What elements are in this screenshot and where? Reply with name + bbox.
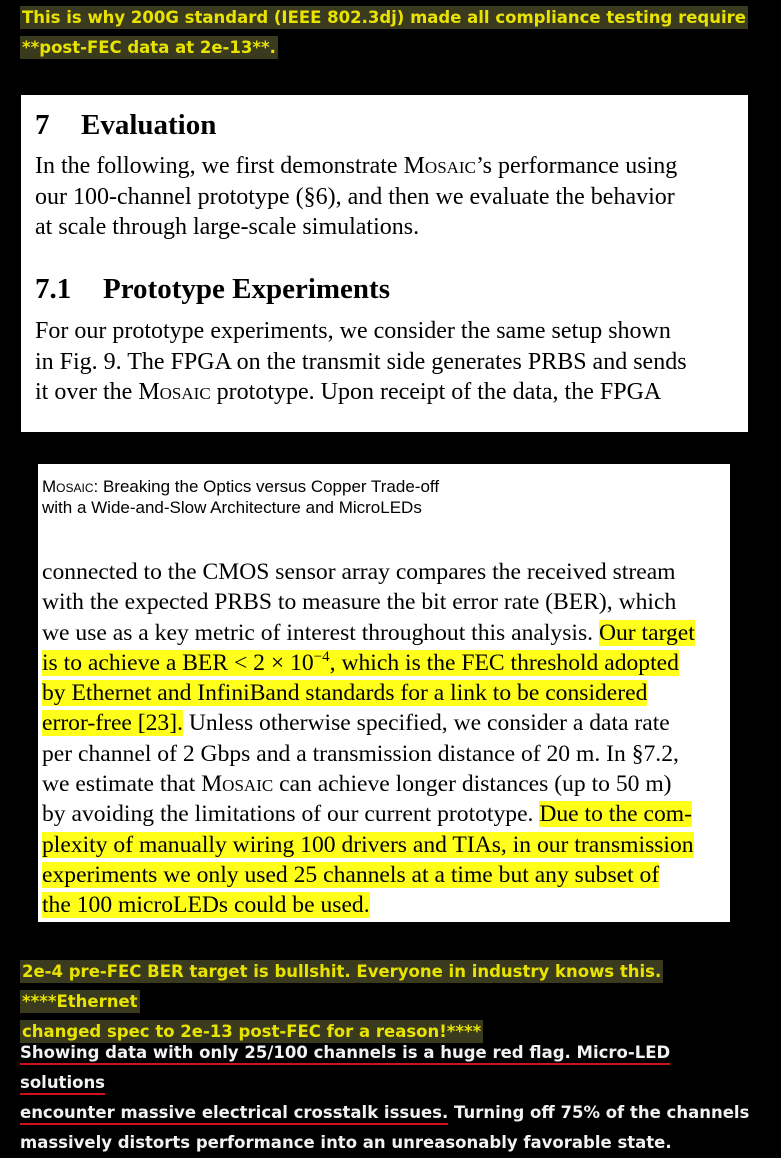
top-comment (20, 3, 760, 63)
ber-paragraph (42, 557, 726, 921)
bottom-comment-line-2-underlined: encounter massive electrical crosstalk issues. (20, 1103, 448, 1125)
bottom-comment-line-1: Showing data with only 25/100 channels is a huge red flag. Micro-LED solutions (20, 1043, 670, 1095)
mid-comment-line-1: 2e-4 pre-FEC BER target is bullshit. Everyone in industry knows this. ****Ethernet (22, 962, 662, 1011)
proto-line-1: For our prototype experiments, we consider the same setup shown (35, 318, 671, 344)
ber-line-4 (42, 648, 726, 678)
top-comment-line-2: **post-FEC data at 2e-13**. (22, 38, 276, 57)
highlight: Due to the com- (539, 801, 693, 828)
mid-comment-line-2: changed spec to 2e-13 post-FEC for a reason!**** (22, 1022, 482, 1041)
highlight: plexity of manually wiring 100 drivers and TIAs, in our transmission (42, 831, 694, 858)
evaluation-paragraph (35, 151, 735, 243)
ber-line-7: per channel of 2 Gbps and a transmission distance of 20 m. In §7.2, (42, 740, 679, 767)
section-number: 7 (35, 109, 50, 141)
bottom-comment-line-2-rest: Turning off 75% of the channels (448, 1103, 750, 1122)
highlight: is to achieve a BER < $2 \times 10^{-4}$, which is the FEC threshold adopted (42, 649, 679, 676)
eval-line-2: our 100-channel prototype (§6), and then we evaluate the behavior (35, 183, 675, 210)
eval-line-1: In the following, we first demonstrate Mosaic’s performance using (35, 153, 678, 179)
subsection-heading-prototype-experiments (35, 273, 390, 306)
proto-line-3: it over the Mosaic prototype. Upon receipt of the data, the FPGA (35, 379, 662, 405)
ber-line-3: we use as a key metric of interest throughout this analysis. Our target (42, 619, 695, 646)
ber-line-6: error-free [23]. Unless otherwise specified, we consider a data rate (42, 710, 670, 737)
ber-line-5 (42, 678, 726, 708)
highlight: Our target (598, 619, 695, 646)
ber-line-1: connected to the CMOS sensor array compares the received stream (42, 559, 676, 585)
highlight: the 100 microLEDs could be used. (42, 892, 370, 919)
bottom-comment (20, 1038, 760, 1158)
ber-line-10 (42, 830, 726, 860)
ber-line-12 (42, 890, 726, 920)
top-comment-line-1: This is why 200G standard (IEEE 802.3dj) made all compliance testing require (22, 8, 746, 27)
bottom-comment-line-3: massively distorts performance into an unreasonably favorable state. (20, 1133, 672, 1152)
prototype-paragraph (35, 316, 735, 408)
highlight: experiments we only used 25 channels at a time but any subset of (42, 861, 660, 888)
paper-excerpt-evaluation (21, 95, 748, 432)
paper-excerpt-ber (38, 464, 730, 922)
highlight: error-free [23]. (42, 710, 183, 737)
section-heading-evaluation (35, 109, 216, 142)
ber-line-9: by avoiding the limitations of our current prototype. Due to the com- (42, 801, 693, 828)
subsection-number: 7.1 (35, 273, 72, 305)
ber-line-8: we estimate that Mosaic can achieve longer distances (up to 50 m) (42, 771, 672, 798)
eval-line-3: at scale through large-scale simulations. (35, 214, 420, 240)
proto-line-2: in Fig. 9. The FPGA on the transmit side generates PRBS and sends (35, 348, 687, 375)
mid-comment (20, 957, 765, 1047)
section-title: Evaluation (81, 109, 217, 141)
subsection-title: Prototype Experiments (103, 273, 390, 305)
ber-line-11 (42, 860, 726, 890)
highlight: by Ethernet and InfiniBand standards for a link to be considered (42, 680, 648, 707)
ber-line-2: with the expected PRBS to measure the bit error rate (BER), which (42, 589, 677, 616)
paper-running-title: Mosaic: Breaking the Optics versus Copper Trade-off with a Wide-and-Slow Architecture and MicroLEDs (42, 477, 440, 517)
